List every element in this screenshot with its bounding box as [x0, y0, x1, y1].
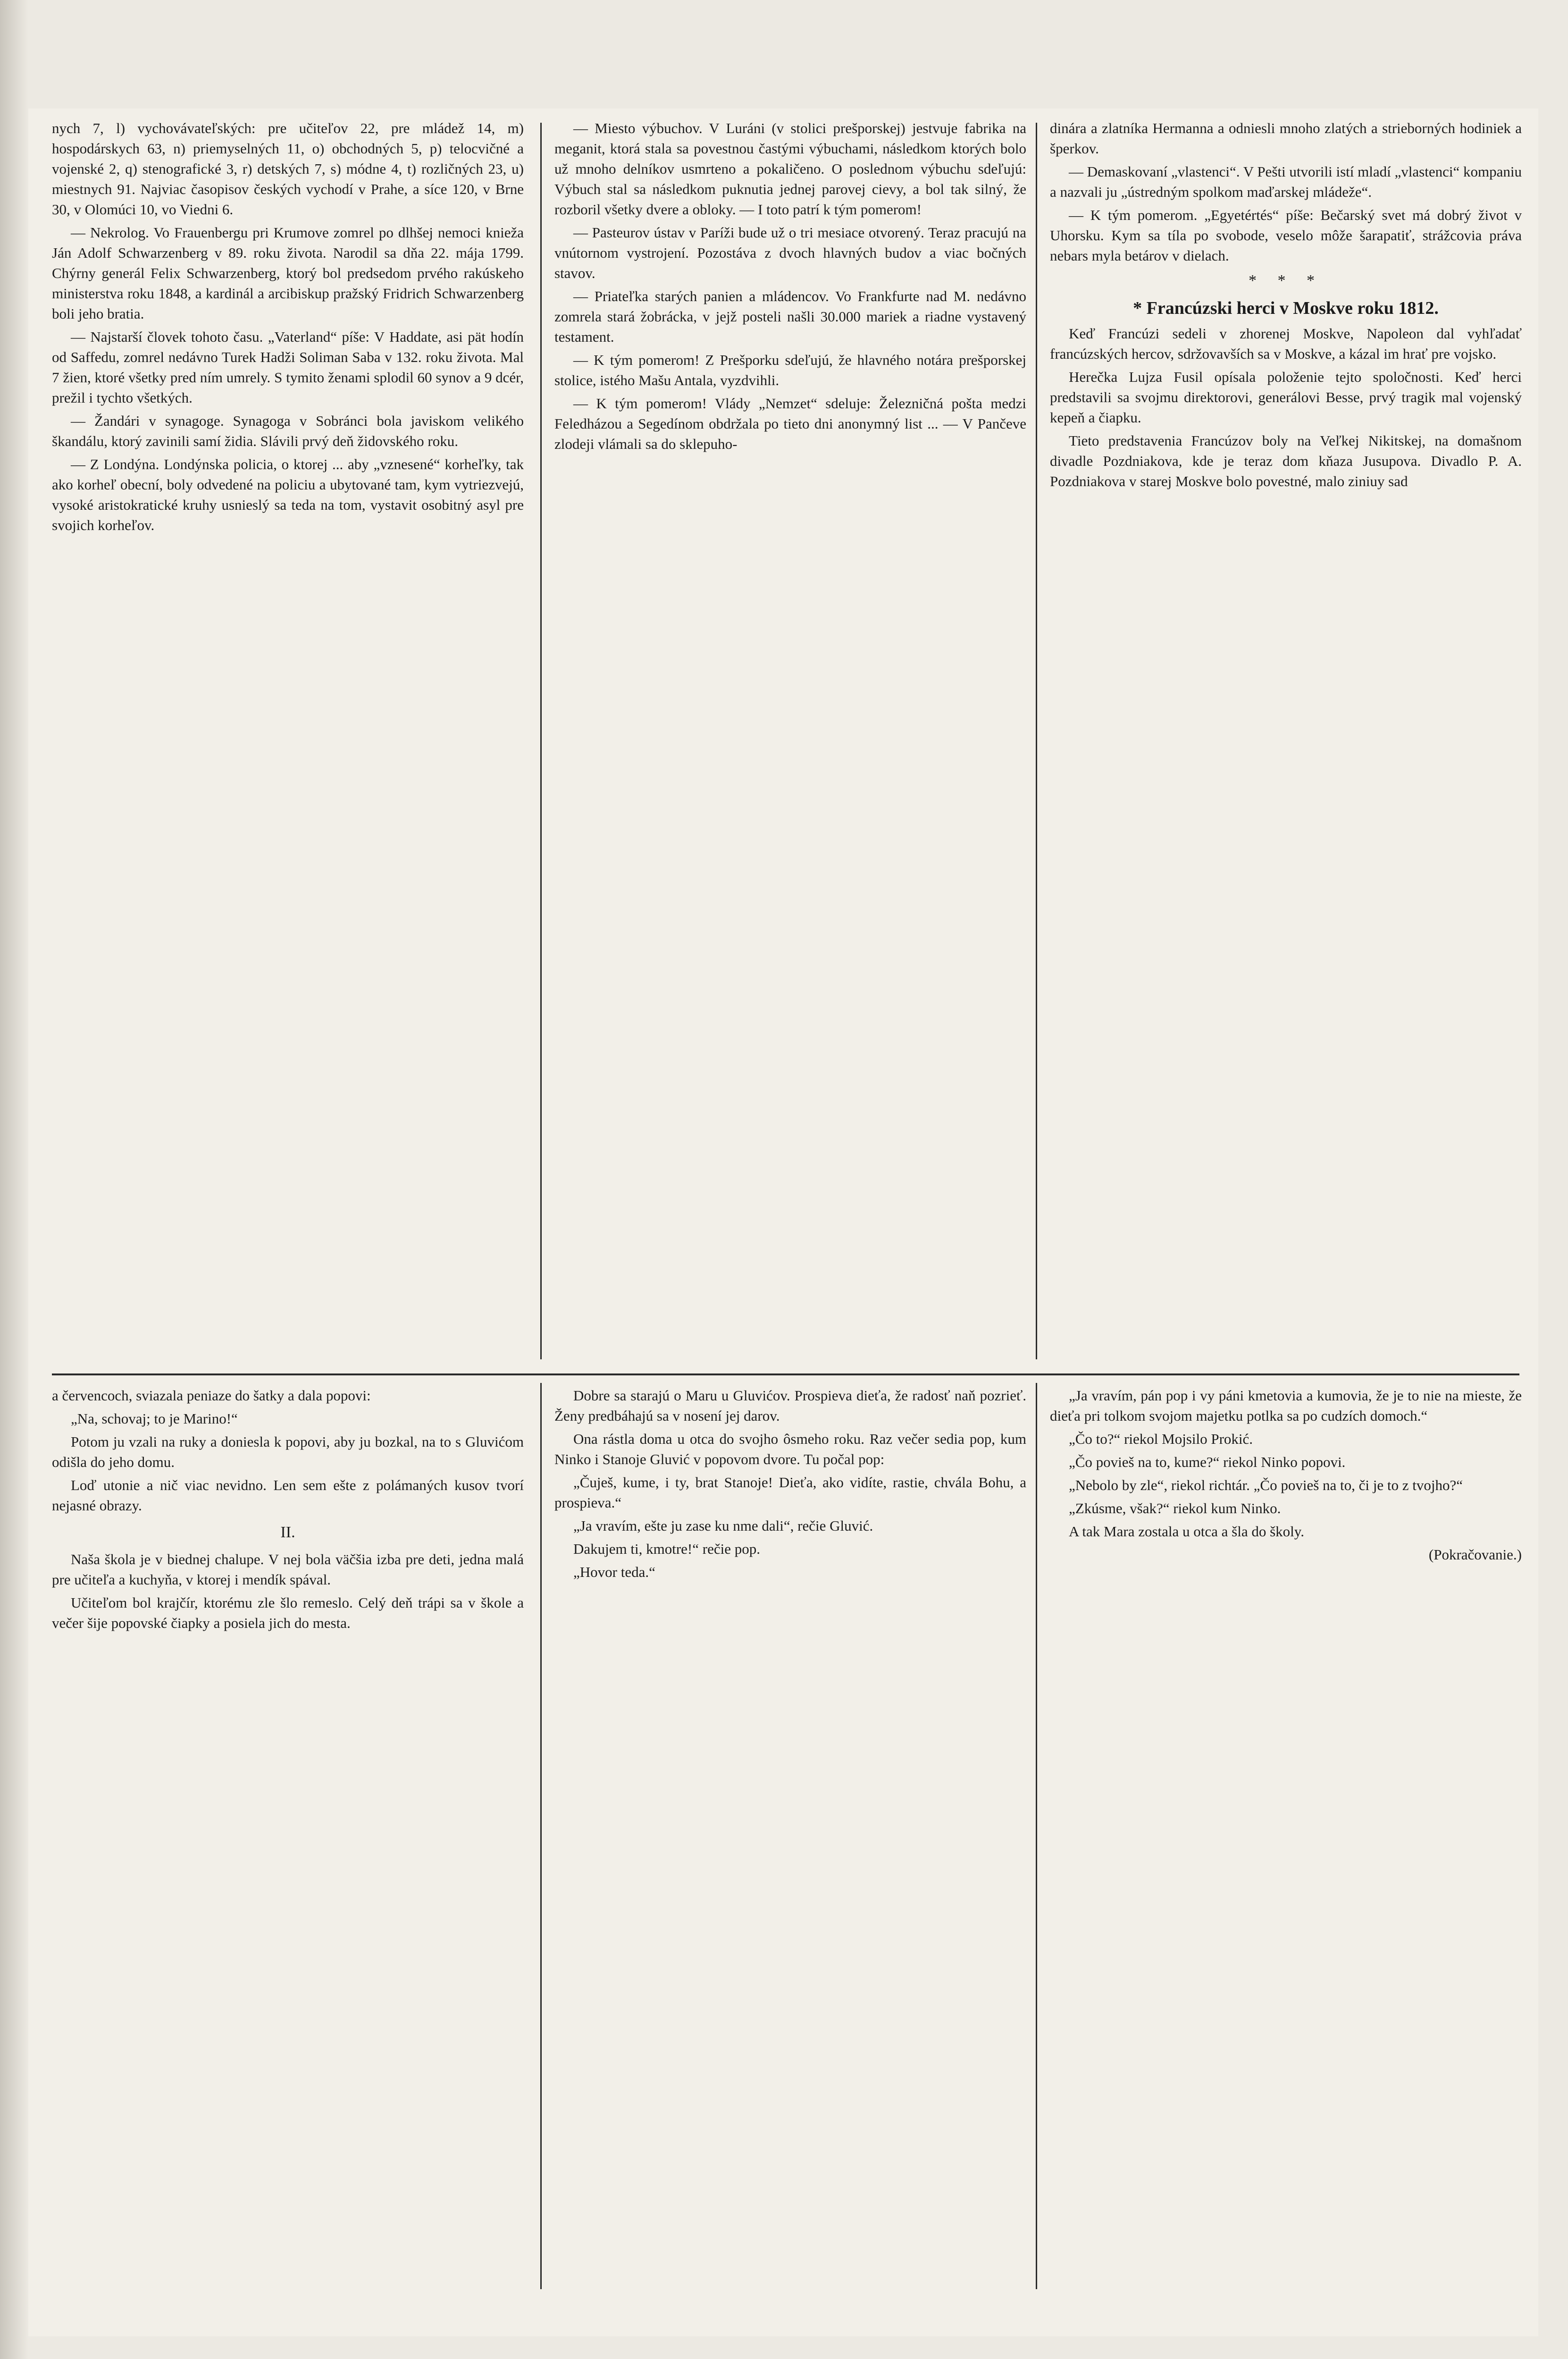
story-paragraph: „Čuješ, kume, i ty, brat Stanoje! Dieťa, ako vidíte, rastie, chvála Bohu, a prospieva.“	[554, 1474, 1026, 1511]
newspaper-page	[28, 109, 1538, 2336]
story-paragraph: „Na, schovaj; to je Marino!“	[71, 1410, 238, 1427]
paragraph-nemzet: — K tým pomerom! Vlády „Nemzet“ sdeluje: Železničná pošta medzi Feledházou a Segedínom obdržala po tieto dni anonymný list ... — V Pančeve zlodeji vlámali sa do sklepuho-	[554, 395, 1026, 452]
story-paragraph: A tak Mara zostala u otca a šla do školy.	[1069, 1523, 1305, 1540]
column-left-top	[52, 118, 524, 538]
story-paragraph: „Hovor teda.“	[573, 1564, 655, 1580]
story-paragraph: Loď utonie a nič viac nevidno. Len sem ešte z polámaných kusov tvorí nejasné obrazy.	[52, 1477, 524, 1514]
story-column-3	[1050, 1385, 1522, 1567]
paragraph-french-actors-3: Tieto predstavenia Francúzov boly na Veľkej Nikitskej, na domašnom divadle Pozdniakova, kde je teraz dom kňaza Jusupova. Divadlo P. A. Pozdniakova v starej Moskve bolo povestné, malo ziniuy sad	[1050, 432, 1522, 489]
story-paragraph: „Ja vravím, ešte ju zase ku nme dali“, rečie Gluvić.	[573, 1517, 873, 1534]
story-paragraph: Dakujem ti, kmotre!“ rečie pop.	[573, 1541, 760, 1557]
paragraph-nekrolog: — Nekrolog. Vo Frauenbergu pri Krumove zomrel po dlhšej nemoci knieža Ján Adolf Schwarzenberg v 89. roku života. Narodil sa dňa 22. mája 1799. Chýrny generál Felix Schwarzenberg, ktorý bol predsedom prvého rakúskeho ministerstva roku 1848, a kardinál a arcibiskup pražský Fridrich Schwarzenberg boli jeho bratia.	[52, 224, 524, 322]
column-rule-4	[1036, 1383, 1037, 2289]
story-paragraph: „Zkúsme, však?“ riekol kum Ninko.	[1069, 1500, 1281, 1516]
paragraph-french-actors-1: Keď Francúzi sedeli v zhorenej Moskve, Napoleon dal vyhľadať francúzských hercov, sdržovavších sa v Moskve, a kázal im hrať pre vojsko.	[1050, 325, 1522, 362]
paragraph-periodicals: nych 7, l) vychovávateľských: pre učiteľov 22, pre mládež 14, m) hospodárskych 63, n) priemyselných 11, o) obchodných 5, p) telocvičné a vojenské 2, q) stenografické 3, r) detských 7, s) módne 4, t) rozličných 23, u) miestnych 91. Najviac časopisov českých vychodí v Prahe, a síce 120, v Brne 30, v Olomúci 10, vo Viedni 6.	[52, 120, 524, 218]
story-paragraph: „Nebolo by zle“, riekol richtár. „Čo povieš na to, či je to z tvojho?“	[1069, 1477, 1463, 1493]
continuation-note: (Pokračovanie.)	[1428, 1546, 1522, 1563]
paragraph-presporok: — K tým pomerom! Z Prešporku sdeľujú, že hlavného notára prešporskej stolice, istého Mašu Antala, vyzdvihli.	[554, 352, 1026, 388]
paragraph-old-maids: — Priateľka starých panien a mládencov. Vo Frankfurte nad M. nedávno zomrela stará žobrácka, v jejž posteli našli 30.000 mariek a riadne vystavený testament.	[554, 288, 1026, 345]
paragraph-oldest-man: — Najstarší človek tohoto času. „Vaterland“ píše: V Haddate, asi pät hodín od Saffedu, zomrel nedávno Turek Hadži Soliman Saba v 132. roku života. Mal 7 žien, ktoré všetky pred ním umrely. S tymito ženami splodil 60 synov a 9 dcér, prežil i tychto všetkých.	[52, 329, 524, 406]
paragraph-vlastenci: — Demaskovaní „vlastenci“. V Pešti utvorili istí mladí „vlastenci“ kompaniu a nazvali ju „ústredným spolkom maďarskej mládeže“.	[1050, 163, 1522, 200]
story-column-2	[554, 1385, 1026, 1585]
chapter-number: II.	[280, 1524, 295, 1541]
story-paragraph: Potom ju vzali na ruky a doniesla k popovi, aby ju bozkal, na to s Gluvićom odišla do jeho domu.	[52, 1433, 524, 1470]
paragraph-french-actors-2: Herečka Lujza Fusil opísala položenie tejto spoločnosti. Keď herci predstavili sa svojmu direktorovi, generálovi Besse, prvý tragik mal vojenský kepeň a čiapku.	[1050, 369, 1522, 426]
page-edge-shadow	[0, 0, 28, 2359]
story-title: * Francúzski herci v Moskve roku 1812.	[1133, 298, 1439, 318]
column-rule-3	[540, 1383, 542, 2289]
column-right-top	[1050, 118, 1522, 494]
paragraph-explosions: — Miesto výbuchov. V Luráni (v stolici prešporskej) jestvuje fabrika na meganit, ktorá stala sa povestnou častými výbuchami, následkom ktorých bolo už mnoho delníkov usmrteno a pokaličeno. O poslednom výbuchu sdeľujú: Výbuch stal sa následkom puknutia jednej parovej cievy, a bol tak silný, že rozboril všetky dvere a obloky. — I toto patrí k tým pomerom!	[554, 120, 1026, 218]
column-middle-top	[554, 118, 1026, 457]
story-column-1	[52, 1385, 524, 1636]
story-paragraph: Ona rástla doma u otca do svojho ôsmeho roku. Raz večer sedia pop, kum Ninko i Stanoje Gluvić v popovom dvore. Tu počal pop:	[554, 1431, 1026, 1467]
paragraph-egyetertes: — K tým pomerom. „Egyetértés“ píše: Bečarský svet má dobrý život v Uhorsku. Kym sa tíla po svobode, veselo môže šarapatiť, strážcovia práva nebars myla betárov v dielach.	[1050, 207, 1522, 264]
story-paragraph: Učiteľom bol krajčír, ktorému zle šlo remeslo. Celý deň trápi sa v škole a večer šije popovské čiapky a posiela jich do mesta.	[52, 1594, 524, 1631]
paragraph-hermann: dinára a zlatníka Hermanna a odniesli mnoho zlatých a strieborných hodiniek a šperkov.	[1050, 120, 1522, 157]
story-paragraph: „Ja vravím, pán pop i vy páni kmetovia a kumovia, že je to nie na mieste, že dieťa pri tolkom svojom majetku potlka sa po cudzích domoch.“	[1050, 1387, 1522, 1424]
story-paragraph: Naša škola je v biednej chalupe. V nej bola väčšia izba pre deti, jedna malá pre učiteľa a kuchyňa, v ktorej i mendík spával.	[52, 1551, 524, 1588]
paragraph-pasteur: — Pasteurov ústav v Paríži bude už o tri mesiace otvorený. Teraz pracujú na vnútornom vystrojení. Pozostáva z dvoch hlavných budov a viac bočných stavov.	[554, 224, 1026, 281]
story-paragraph: „Čo to?“ riekol Mojsilo Prokić.	[1069, 1431, 1253, 1447]
horizontal-divider	[52, 1373, 1519, 1375]
story-paragraph: „Čo povieš na to, kume?“ riekol Ninko popovi.	[1069, 1454, 1346, 1470]
paragraph-london: — Z Londýna. Londýnska policia, o ktorej ... aby „vznesené“ korheľky, tak ako korheľ obecní, boly odvedené na policiu a ubytované tam, kym vytriezvejú, vysoké aristokratické kruhy usnieslý sa teda na tom, vystavit osobitný asyl pre svojich korheľov.	[52, 456, 524, 533]
column-rule-1	[540, 123, 542, 1359]
story-paragraph: a červencoch, sviazala peniaze do šatky a dala popovi:	[52, 1387, 371, 1404]
story-paragraph: Dobre sa starajú o Maru u Gluvićov. Prospieva dieťa, že radosť naň pozrieť. Ženy predbáhajú sa v nosení jej darov.	[554, 1387, 1026, 1424]
column-rule-2	[1036, 123, 1037, 1359]
section-stars: * * *	[1249, 272, 1323, 289]
paragraph-synagogue: — Žandári v synagoge. Synagoga v Sobránci bola javiskom velikého škandálu, ktorý zavinili samí židia. Slávili prvý deň židovského roku.	[52, 413, 524, 449]
